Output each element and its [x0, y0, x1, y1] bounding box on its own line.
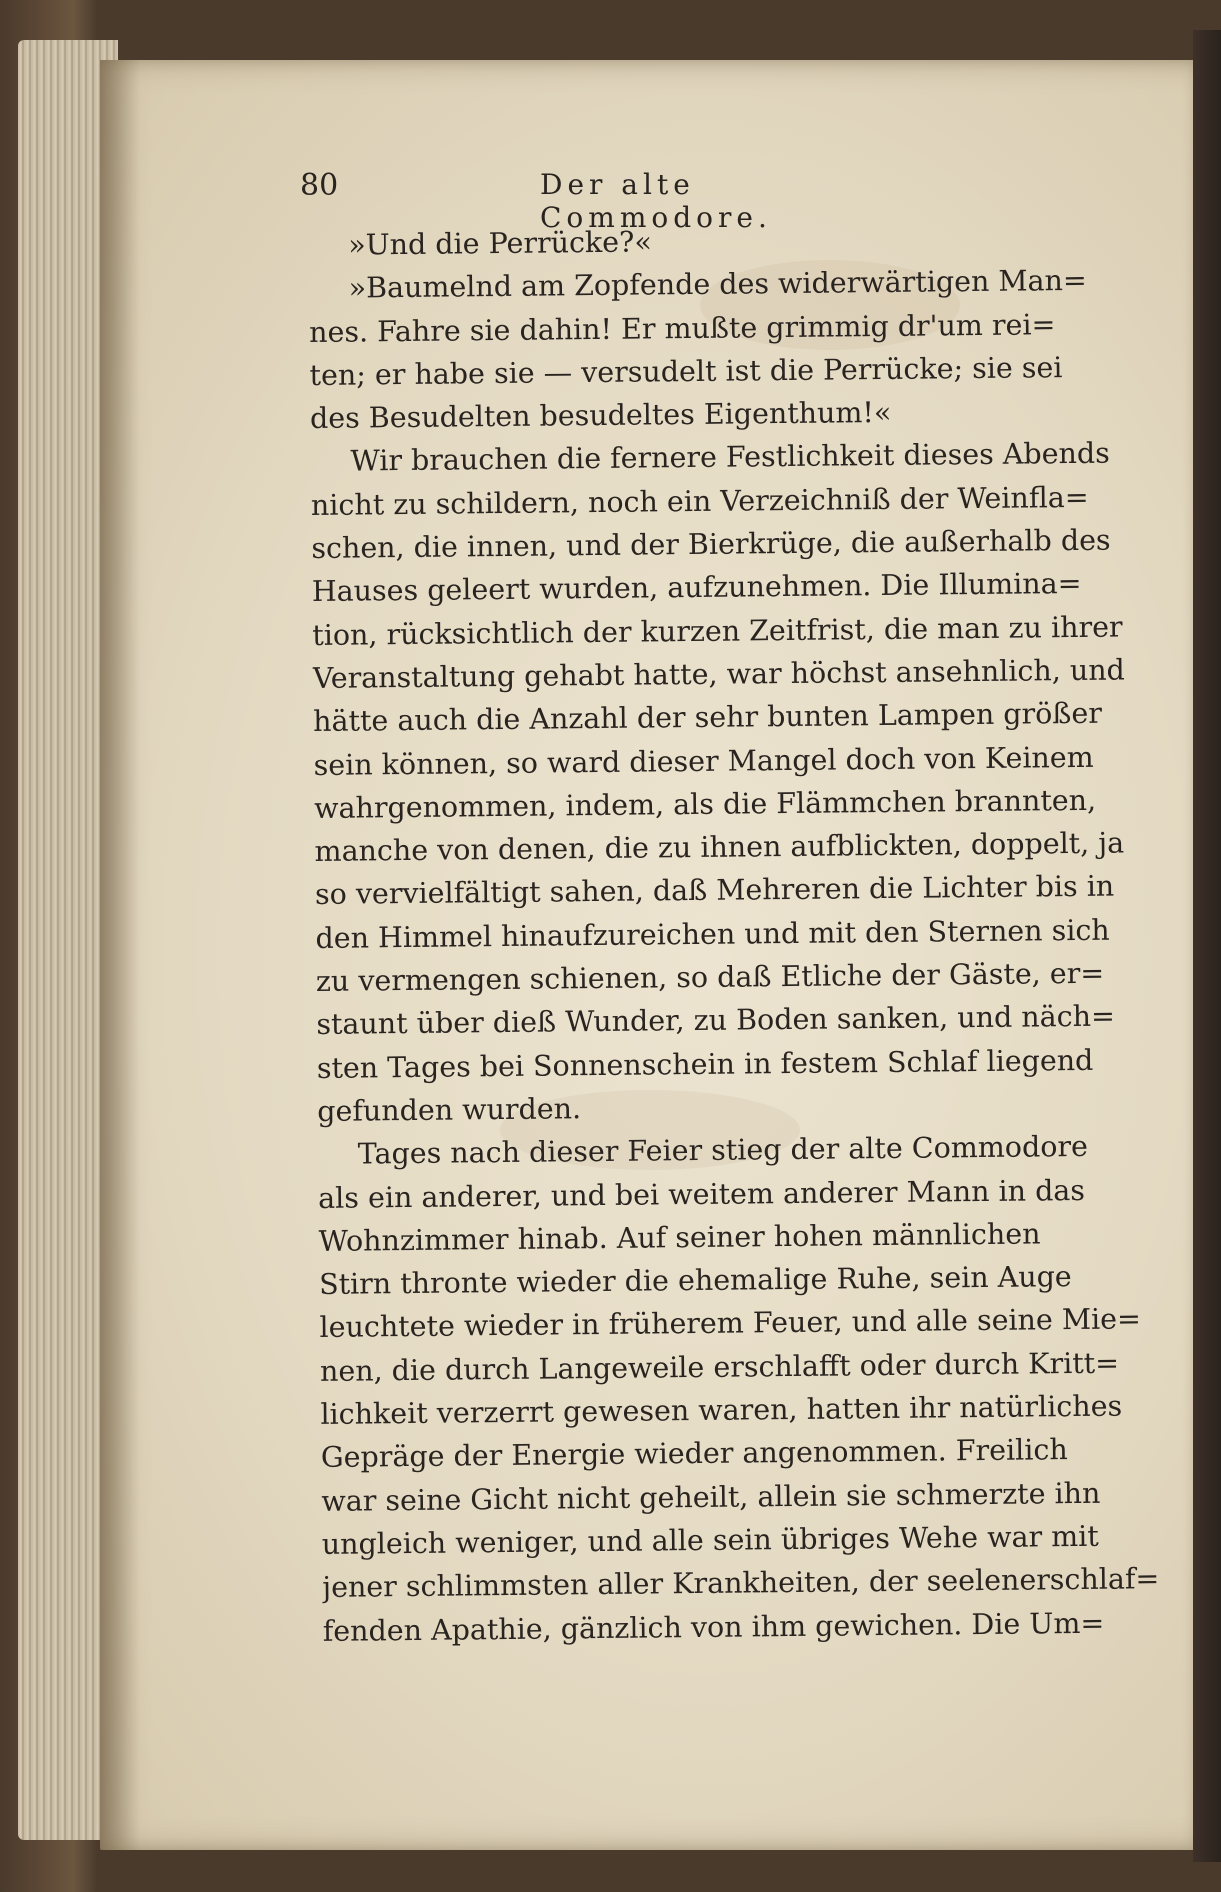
text-line: den Himmel hinaufzureichen und mit den Sternen sich: [315, 913, 1110, 955]
text-line: »Und die Perrücke?«: [348, 225, 652, 262]
text-line: Gepräge der Energie wieder angenommen. Freilich: [320, 1433, 1068, 1475]
text-line: »Baumelnd am Zopfende des widerwärtigen Man=: [348, 264, 1087, 305]
text-line: tion, rücksichtlich der kurzen Zeitfrist, die man zu ihrer: [312, 610, 1123, 652]
text-line: nicht zu schildern, noch ein Verzeichniß der Weinfla=: [310, 480, 1089, 522]
text-line: fenden Apathie, gänzlich von ihm gewichen. Die Um=: [322, 1606, 1105, 1648]
text-line: nen, die durch Langeweile erschlafft oder durch Kritt=: [319, 1346, 1120, 1388]
page-gutter-shadow: [100, 60, 140, 1850]
text-line: staunt über dieß Wunder, zu Boden sanken, und näch=: [316, 999, 1116, 1042]
text-line: als ein anderer, und bei weitem anderer Mann in das: [318, 1173, 1086, 1215]
text-line: Hauses geleert wurden, aufzunehmen. Die Illumina=: [311, 567, 1082, 609]
text-line: Wohnzimmer hinab. Auf seiner hohen männlichen: [318, 1217, 1041, 1258]
scan-border: [1193, 30, 1221, 1862]
text-line: ungleich weniger, und alle sein übriges Wehe war mit: [321, 1519, 1099, 1561]
text-line: manche von denen, die zu ihnen aufblickten, doppelt, ja: [314, 826, 1125, 869]
text-line: zu vermengen schienen, so daß Etliche der Gäste, er=: [315, 956, 1105, 999]
text-line: Wir brauchen die fernere Festlichkeit dieses Abends: [350, 437, 1110, 479]
text-line: Stirn thronte wieder die ehemalige Ruhe, sein Auge: [318, 1260, 1072, 1302]
text-line: ten; er habe sie — versudelt ist die Perrücke; sie sei: [309, 350, 1063, 392]
text-line: des Besudelten besudeltes Eigenthum!«: [309, 396, 892, 436]
running-title: Der alte Commodore.: [540, 168, 772, 234]
text-line: Tages nach dieser Feier stieg der alte Commodore: [357, 1130, 1089, 1171]
text-line: sten Tages bei Sonnenschein in festem Schlaf liegend: [316, 1043, 1094, 1085]
page-header: [300, 160, 940, 234]
text-line: hätte auch die Anzahl der sehr bunten Lampen größer: [313, 696, 1103, 739]
text-line: wahrgenommen, indem, als die Flämmchen brannten,: [313, 783, 1097, 825]
text-line: Veranstaltung gehabt hatte, war höchst ansehnlich, und: [312, 653, 1126, 695]
text-line: war seine Gicht nicht geheilt, allein sie schmerzte ihn: [321, 1476, 1101, 1518]
text-line: lichkeit verzerrt gewesen waren, hatten ihr natürliches: [320, 1389, 1123, 1431]
text-line: so vervielfältigt sahen, daß Mehreren die Lichter bis in: [314, 870, 1115, 912]
body-text: [308, 215, 1163, 1653]
text-line: nes. Fahre sie dahin! Er mußte grimmig dr'um rei=: [308, 307, 1056, 349]
text-line: schen, die innen, und der Bierkrüge, die außerhalb des: [311, 523, 1111, 566]
text-line: jener schlimmsten aller Krankheiten, der seelenerschlaf=: [322, 1562, 1160, 1605]
page-number: 80: [300, 168, 339, 203]
text-line: sein können, so ward dieser Mangel doch von Keinem: [313, 740, 1094, 782]
text-line: leuchtete wieder in früherem Feuer, und alle seine Mie=: [319, 1302, 1142, 1345]
text-line: gefunden wurden.: [317, 1092, 582, 1128]
